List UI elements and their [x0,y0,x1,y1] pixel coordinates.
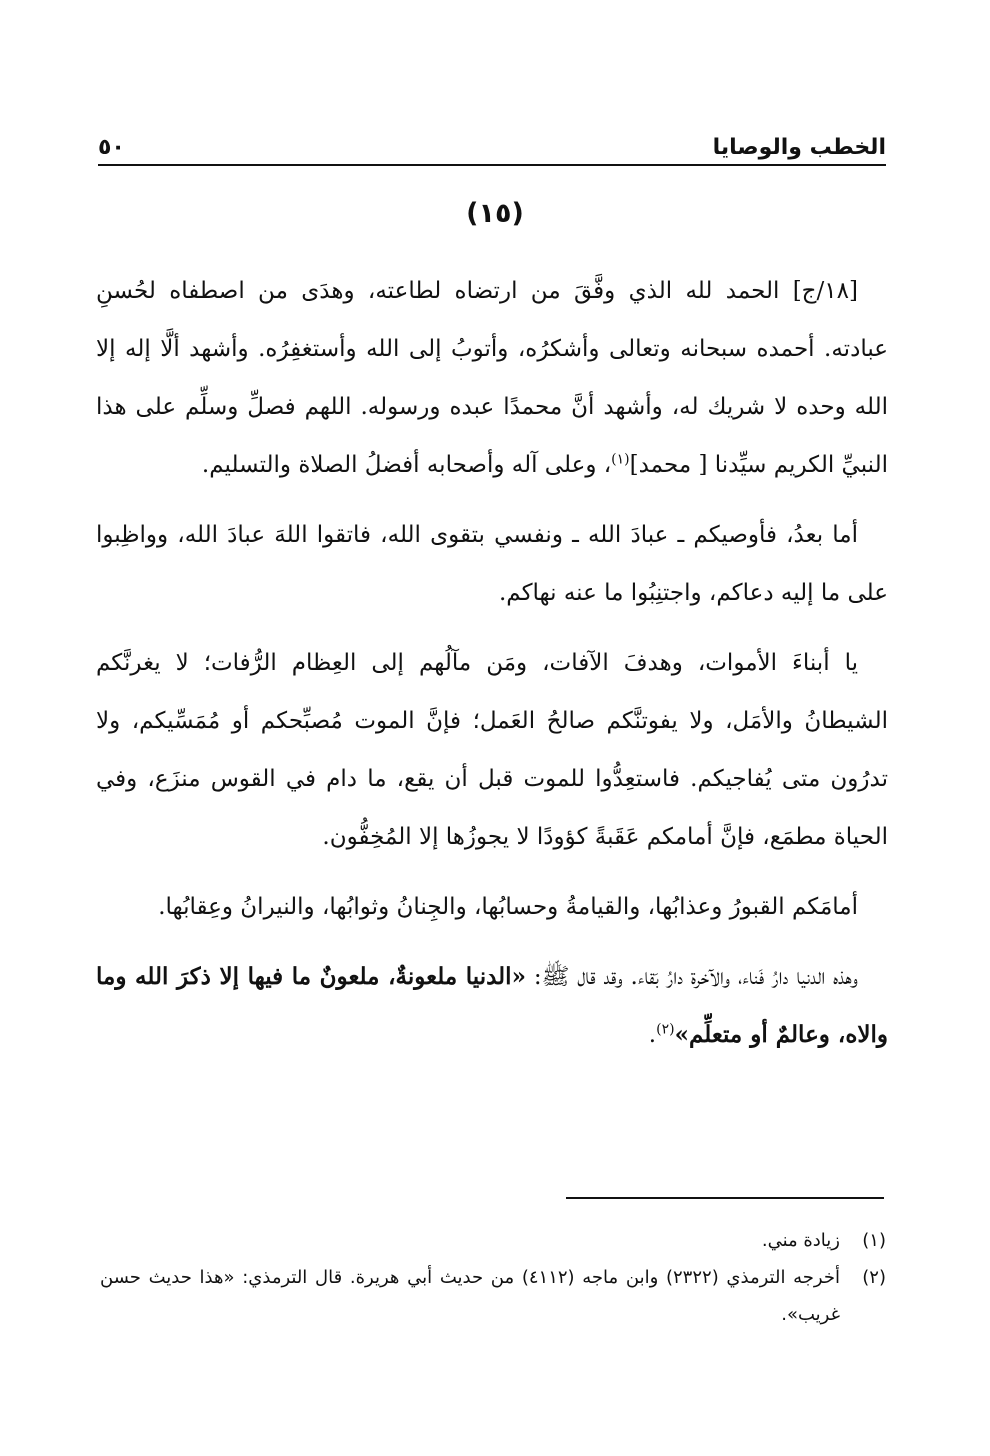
paragraph-1-text: [١٨/ج] الحمد لله الذي وفَّقَ من ارتضاه لطاعته، وهدَى من اصطفاه لحُسنِ عبادته. أحمده سبحانه وتعالى وأشكرُه، وأتوبُ إلى الله وأستغفِرُه. وأشهد ألَّا إله إلا الله وحده لا شريك له، وأشهد أنَّ محمدًا عبده ورسوله. اللهم فصلِّ وسلِّم على هذا النبيِّ الكريم سيِّدنا [ محمد] [96,278,888,478]
paragraph-5-text: وهذه الدنيا دارُ فَناء، والآخرة دارُ بَقاء. وقد قال ﷺ: [525,964,859,990]
hadith-quote: «الدنيا ملعونةٌ، ملعونٌ ما فيها إلا ذكرَ الله وما والاه، وعالمٌ أو متعلِّم» [96,963,888,1048]
paragraph-5 [96,948,888,1064]
footnote-2 [100,1259,886,1333]
footnote-mark: (٢) [862,1267,886,1288]
paragraph-4: أمامَكم القبورُ وعذابُها، والقيامةُ وحسابُها، والجِنانُ وثوابُها، والنيرانُ وعِقابُها. [158,894,858,920]
footnote-rule [566,1197,884,1199]
body-text [96,262,888,1076]
paragraph-1 [96,262,888,494]
page-number: ٥٠ [98,135,125,160]
footnote-ref-2: (٢) [656,1021,675,1038]
paragraph-1-end: ، وعلى آله وأصحابه أفضلُ الصلاة والتسليم. [201,452,612,478]
footnote-text: زيادة مني. [761,1230,840,1251]
section-number: (١٥) [466,198,524,229]
book-title: الخطب والوصايا [712,135,886,160]
paragraph-2: أما بعدُ، فأوصيكم ـ عبادَ الله ـ ونفسي بتقوى الله، فاتقوا اللهَ عبادَ الله، وواظِبوا على ما إليه دعاكم، واجتنِبُوا ما عنه نهاكم. [96,522,888,606]
footnotes [100,1222,886,1333]
header-rule [98,164,886,166]
paragraph-5-end: . [648,1022,657,1048]
running-header [98,128,886,160]
paragraph-3: يا أبناءَ الأموات، وهدفَ الآفات، ومَن مآلُهم إلى العِظام الرُّفات؛ لا يغرنَّكم الشيطانُ والأمَل، ولا يفوتنَّكم صالحُ العَمل؛ فإنَّ الموت مُصبِّحكم أو مُمَسِّيكم، ولا تدرُون متى يُفاجيكم. فاستعِدُّوا للموت قبل أن يقع، ما دام في القوس منزَع، وفي الحياة مطمَع، فإنَّ أمامكم عَقَبةً كؤودًا لا يجوزُها إلا المُخِفُّون. [96,650,888,850]
footnote-mark: (١) [862,1230,886,1251]
footnote-ref-1: (١) [611,451,630,468]
footnote-1 [100,1222,886,1259]
footnote-text: أخرجه الترمذي (٢٣٢٢) وابن ماجه (٤١١٢) من حديث أبي هريرة. قال الترمذي: «هذا حديث حسن غريب». [100,1267,840,1325]
